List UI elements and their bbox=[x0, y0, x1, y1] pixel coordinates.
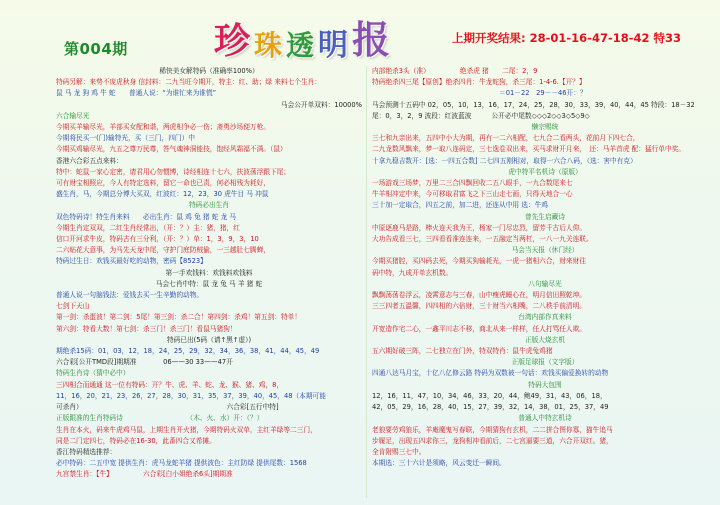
right-text-line: 正版足球报（文字版） bbox=[511, 358, 579, 367]
title-char: 报 bbox=[352, 17, 391, 62]
right-text-line: 马会预测十五码中 02，05，10，13，16，17，24，25，28，30，33，39，40，44，45 特段：18－32 bbox=[372, 100, 695, 109]
right-text-line: 尾：0，3，2，9 波段：红波蓝波 公开必中尾数◇◇◇2◇◇3◇5◇9◇ bbox=[372, 111, 590, 120]
left-text-line: 六合彩[公开TMD段]期期准 06——30 33——47开 bbox=[56, 358, 233, 367]
right-text-line: 二九龙数风飘来，梦一取八连码定，三七逸卷双出来，买马求财开月来， 还：马羊首虎 配：猛行单中奖。 bbox=[372, 145, 686, 154]
left-text-line: 香港六合彩五点来料： bbox=[56, 156, 123, 165]
right-text-line: 步履足，出现五四求你三，龙狗相冲看前后，二七宫逼要三道，六合开双红。猪， bbox=[372, 436, 613, 445]
left-text-line: 二六贴花大意事，为马先天龙中尾，守护门庭防贼偷，一三越肚七腾蝉， bbox=[56, 246, 270, 255]
right-text-line: 正版大烧玄机 bbox=[524, 335, 566, 344]
left-text-line: 六合输尽光 bbox=[56, 111, 90, 120]
left-text-line: 信口开河求牛皮，特码古有三分利，（开：？）单：1，3，9，3，10 bbox=[56, 235, 259, 244]
left-text-line: 双色特码诗！特生肖来料 必出生肖：鼠 鸡 兔 猪 蛇 龙 马 bbox=[56, 212, 236, 221]
right-text-line: 四通八达马月宝，十亿八亿修云路 特码为双数被一句话：欢钱买偏爱换转的动物 bbox=[372, 369, 609, 378]
left-text-line: 特码必出生肖 bbox=[188, 201, 230, 210]
right-text-line: 今期买猪腔，买四码去死，今期买狗输耗光，一虎一猪相六合，财来财往 bbox=[372, 257, 586, 266]
masthead-title bbox=[214, 12, 390, 64]
left-text-line: 11，16，20，21，23，26，27，28，30，31，35，37，39，40，45，48（本期可能 bbox=[56, 391, 326, 400]
right-text-line: 12，16，11，47，10，34，46，33，20，44，鲍49，31，43，06，18， bbox=[372, 391, 607, 400]
right-text-line: 大功告成看三七，三四看看准连连来，一五融定当两杠，一八一九关连联。 bbox=[372, 235, 593, 244]
right-text-line: 全肯附赐三七中。 bbox=[372, 447, 426, 456]
right-text-line: 十拿九稳吉数开：[选：一四五合数] 二七四五刚相对，取得一六合八码，（选：害中有克） bbox=[372, 156, 637, 165]
last-result-numbers: 28-01-16-47-18-42 特33 bbox=[529, 31, 682, 45]
title-char: 透 bbox=[286, 29, 315, 62]
last-result bbox=[452, 30, 681, 46]
left-column bbox=[56, 66, 362, 498]
left-text-line: 特码过生日：欢钱买最好吃的动物，密码【8523】 bbox=[56, 257, 207, 266]
right-text-line: 内部绝杀3头（准） 绝杀虎 猪 二尾：2，9 bbox=[372, 67, 538, 75]
left-text-line: 特码已出(5码（请↑黑↑虚）) bbox=[166, 335, 252, 344]
issue-number: 第004期 bbox=[64, 40, 128, 58]
left-text-line: 第一剑：杀蛋波！第二剑：5尾！第三剑：杀二合！第四剑：杀鸡！第五剑：特单！ bbox=[56, 313, 302, 322]
left-text-line: 可有财宝相照应，今人有特定选料，留它一命也已责，何必相残为耗好， bbox=[56, 179, 270, 188]
right-text-line: 虎中特平名机诗（原版） bbox=[508, 167, 582, 176]
left-text-line: 七剑下天山 bbox=[56, 302, 90, 311]
right-text-line: 台湾内部作真来料 bbox=[518, 313, 572, 322]
right-text-line: 三三四者五温馨，四四相的六倍财，三十财当六相嘴，二八秩手前清明。 bbox=[372, 302, 586, 311]
left-text-line: 鼠 马 龙 狗 鸡 牛 蛇 普通人说：“为谁忙来为谁慌” bbox=[56, 89, 217, 98]
left-text-line: 同是二门定四七，特码必在16-30，此番四合又希摊。 bbox=[56, 436, 216, 445]
right-text-line: ＝01－22 29－－46开：？ bbox=[372, 89, 587, 98]
left-text-line: 普通人说一句脑钱法：爱钱去买一生辛勤的动物。 bbox=[56, 291, 204, 300]
right-text-line: 本期选：三十六计是须略，风云变迁一瞬间。 bbox=[372, 459, 506, 468]
right-text-line: 特码绝杀四三尾【原创】绝杀四肖：牛龙蛇狗，杀三尾：1-4-6.【开？】 bbox=[372, 78, 586, 87]
right-text-line: 五六期好破三阵，二七独立在门外，特双特肖：鼠牛虎兔鸡猪 bbox=[372, 347, 553, 356]
title-char: 明 bbox=[318, 28, 349, 63]
title-char: 珍 bbox=[214, 20, 251, 62]
left-text-line: 今期买羊输尽光，羊部买女配和谐，两虎相争必一伤；斋勇沙场便万枪。 bbox=[56, 123, 270, 132]
right-text-line: 42，05，29，16，28，40，15，27，39，32，14，38，01，25，37，49 bbox=[372, 403, 609, 412]
right-text-line: 普通人中特玄机诗 bbox=[518, 414, 572, 423]
right-text-line: 码中特，九成开单玄机数。 bbox=[372, 268, 453, 277]
right-text-line: 中原逐鹿马是路，棒火连天我为王，杨家一门尽忠烈，留芳千古后人仰。 bbox=[372, 223, 586, 232]
right-text-line: 马会当天报（休门经） bbox=[511, 246, 579, 255]
last-result-label: 上期开奖结果: bbox=[452, 31, 526, 45]
right-text-line: 三十加一定取合，四五之前，加二进，还连从中用 选：牛鸡 bbox=[372, 201, 548, 210]
left-text-line: 必中特码：二五中宽 提供生肖：虎马龙蛇羊猪 提供波色：主红防绿 提供尾数：1568 bbox=[56, 459, 307, 468]
right-text-line: 八句输尽光 bbox=[528, 279, 562, 288]
left-text-line: 马会七肖中特：鼠 龙 兔 马 羊 猪 蛇 bbox=[155, 279, 263, 288]
right-text-line: 开宽造作宅二心，一鑫平川志不移，商北从来一样样，任人打骂任人欺。 bbox=[372, 324, 586, 333]
left-text-line: 今期生肖定双双，二红生肖经常出，（开：？）主：猪，猪，红 bbox=[56, 223, 240, 232]
left-text-line: 生肖在本火，码来牛虎鸡马鼠，上期生肖开火猪，今期特码火双单，主红羊绿等二三门， bbox=[56, 425, 317, 434]
right-text-line: 飘飘荡荡卷浮云，凌霄意志与三春，山中瘦虎睡心在，明月信田照乾坤。 bbox=[372, 291, 586, 300]
right-text-line: 牛羊相冲定中来，今可移取君富飞之下三山走七画，只得天地合一心 bbox=[372, 190, 573, 199]
column-divider bbox=[366, 66, 367, 498]
left-text-line: 三四相合而通通 这一位有特码：开？牛、虎、羊、蛇、龙、猴、猪、鸡，8， bbox=[56, 380, 284, 389]
left-text-line: 特码生肖诗（猜中必中） bbox=[56, 369, 130, 378]
left-text-line: 特中：蛇鼠一家心定密，请君用心勿惯博，诗经相连十七六，扶波荡浮跟下尾； bbox=[56, 167, 291, 176]
left-text-line: 今期买鸡输尽光，九五之尊万民尊，答气魂神洞能技，饱经风霜福不满。（鼠） bbox=[56, 145, 287, 154]
right-text-line: 三七和九亲出来，五四中小大为期，再有一二六相配，七九合二看两头，花前月下四七合， bbox=[372, 134, 640, 143]
right-text-line: 一场游戏三场梦，万里二三合四飘回收二五八眼手，一九合数尾来七 bbox=[372, 179, 573, 188]
left-text-line: 第一手欢钱料：欢钱料欢钱料 bbox=[165, 268, 253, 277]
left-text-line: 稀快美女解特码（准确率100%） bbox=[159, 67, 259, 75]
left-text-line: 香江特码精选推荐： bbox=[56, 447, 117, 456]
left-text-line: 九宫禁生肖：【牛】 六合彩[白小姐绝杀6头]期期准 bbox=[56, 470, 233, 479]
right-text-line: 特码大包围 bbox=[528, 380, 562, 389]
right-text-line: 曾先生启藏诗 bbox=[524, 212, 566, 221]
left-text-line: 可杀肖） 六合彩[五行中特] bbox=[56, 403, 279, 412]
left-text-line: 期绝杀15码：01，03，12，18，24，25，29，32，34，36，38，41，44，45，49 bbox=[56, 347, 320, 356]
left-text-line: 盛生肖，马，今期总分博大买双，红波红：12，23，30 虎牛目 马 冲鼠 bbox=[56, 190, 269, 199]
left-text-line: 正版跟准的生肖特码诗 （木、火、水）开：（？） bbox=[56, 414, 264, 423]
left-text-line: 今期将民买一(门)输特光，买（三门，四门）中 bbox=[56, 134, 195, 143]
left-text-line: 特码另解：来势不庞虎秋身 信封料：二九当旺今期开，特主：红、助；绿 来料七个生肖： bbox=[56, 78, 322, 87]
left-text-line: 马会公开单双料：10000% bbox=[280, 100, 362, 109]
right-text-line: 老狼要劳鸡狼乐，羊庵魔鬼写春联，今期猜狗有玄机，二二拼合图你寡，猫牛追马 bbox=[372, 425, 613, 434]
left-text-line: 第六剑：特看大数！第七剑：杀三门！杀三门！看鼠马猪狗！ bbox=[56, 324, 237, 333]
right-text-line: 懒宗赐统 bbox=[531, 123, 559, 132]
title-char: 珠 bbox=[254, 29, 283, 62]
right-column bbox=[372, 66, 718, 498]
